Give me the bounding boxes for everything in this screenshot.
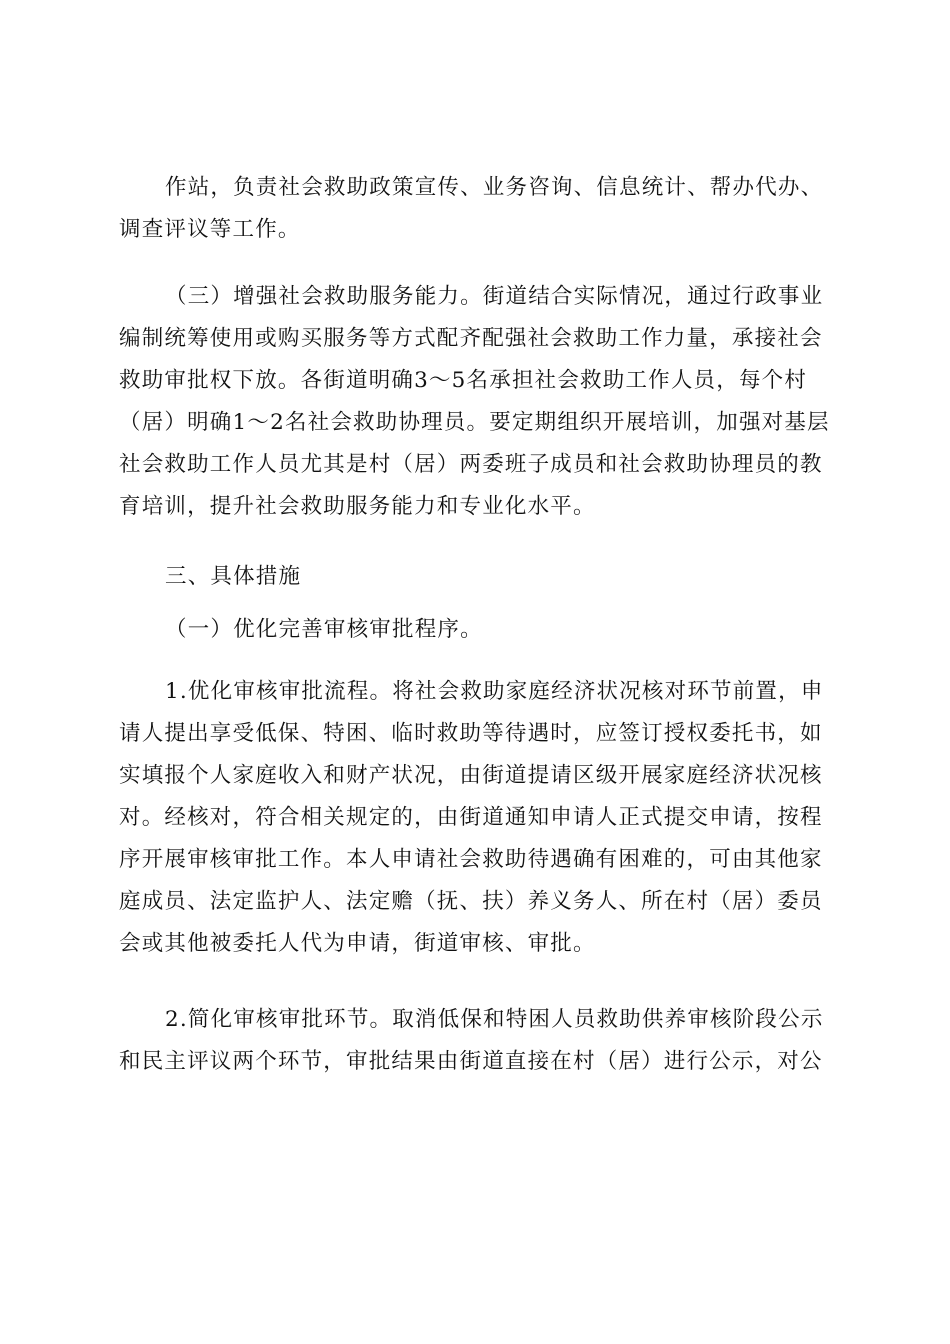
text-line: 和民主评议两个环节，审批结果由街道直接在村（居）进行公示，对公	[119, 1049, 823, 1074]
text-line: 实填报个人家庭收入和财产状况，由街道提请区级开展家庭经济状况核	[119, 763, 823, 788]
text-line: 请人提出享受低保、特困、临时救助等待遇时，应签订授权委托书，如	[119, 721, 823, 746]
text-line: 调查评议等工作。	[119, 217, 301, 242]
text-line: （三）增强社会救助服务能力。街道结合实际情况，通过行政事业	[165, 284, 824, 309]
text-line: 编制统筹使用或购买服务等方式配齐配强社会救助工作力量，承接社会	[119, 326, 823, 351]
text-line: 1.优化审核审批流程。将社会救助家庭经济状况核对环节前置，申	[165, 679, 824, 704]
paragraph-simplify-steps	[119, 999, 824, 1083]
text-line: 会或其他被委托人代为申请，街道审核、审批。	[119, 931, 596, 956]
text-line: 2.简化审核审批环节。取消低保和特困人员救助供养审核阶段公示	[165, 1007, 824, 1032]
text-line: 对。经核对，符合相关规定的，由街道通知申请人正式提交申请，按程	[119, 805, 823, 830]
paragraph-service-capacity	[119, 276, 830, 528]
text-line: （居）明确1～2名社会救助协理员。要定期组织开展培训，加强对基层	[119, 410, 830, 435]
text-line: 作站，负责社会救助政策宣传、业务咨询、信息统计、帮办代办、	[165, 175, 824, 200]
heading-line: 三、具体措施	[165, 564, 302, 589]
subsection-heading-optimize-procedure	[119, 609, 819, 651]
section-heading-specific-measures	[119, 556, 819, 598]
paragraph-optimize-process	[119, 671, 824, 965]
text-line: 序开展审核审批工作。本人申请社会救助待遇确有困难的，可由其他家	[119, 847, 823, 872]
text-line: 庭成员、法定监护人、法定赡（抚、扶）养义务人、所在村（居）委员	[119, 889, 823, 914]
text-line: 救助审批权下放。各街道明确3～5名承担社会救助工作人员，每个村	[119, 368, 808, 393]
paragraph-work-station	[119, 167, 824, 251]
text-line: 育培训，提升社会救助服务能力和专业化水平。	[119, 494, 596, 519]
text-line: 社会救助工作人员尤其是村（居）两委班子成员和社会救助协理员的教	[119, 452, 823, 477]
document-body	[119, 167, 830, 1083]
heading-line: （一）优化完善审核审批程序。	[165, 617, 483, 642]
